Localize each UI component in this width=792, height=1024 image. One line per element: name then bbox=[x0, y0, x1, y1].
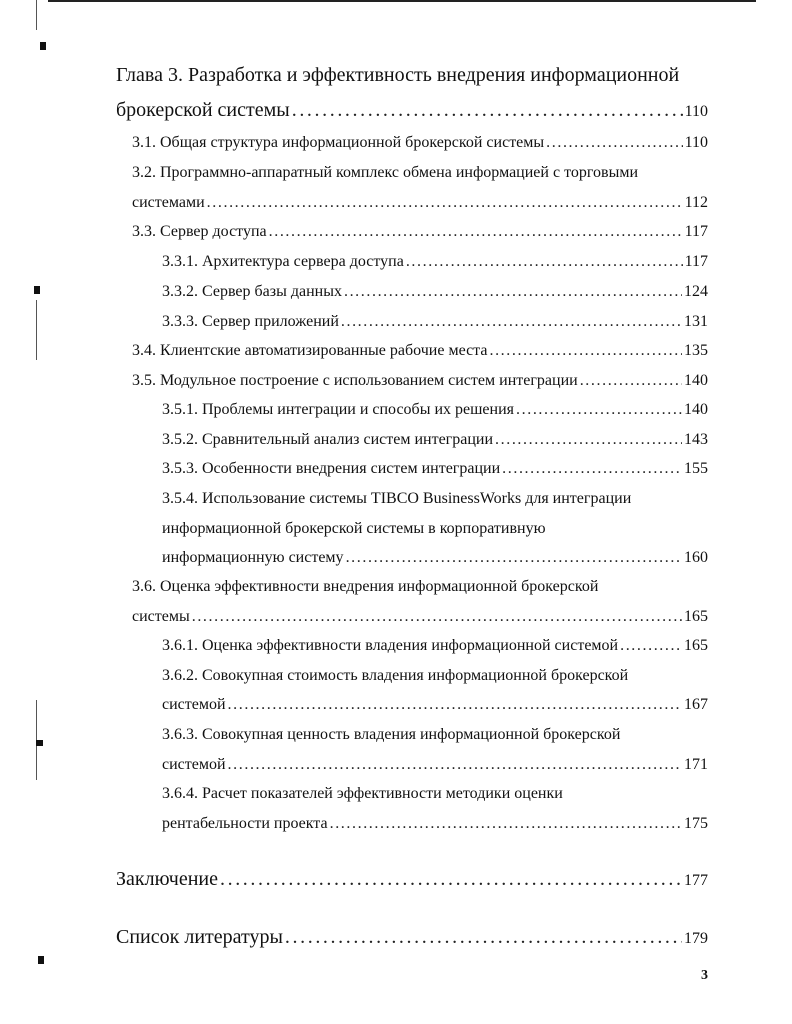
toc-section-3-6-1[interactable]: 3.6.1. Оценка эффективности владения информационной системой . . . 165 bbox=[162, 637, 708, 655]
page-ref: 117 bbox=[684, 223, 708, 240]
page-ref: 131 bbox=[684, 313, 708, 330]
dot-leader bbox=[489, 342, 682, 360]
page-ref: 140 bbox=[684, 372, 708, 389]
dot-leader bbox=[344, 283, 682, 301]
binding-hole-mark bbox=[40, 42, 46, 50]
dot-leader bbox=[269, 223, 683, 241]
dot-leader bbox=[292, 99, 683, 122]
toc-section-3-5-3[interactable]: 3.5.3. Особенности внедрения систем интеграции . . . 155 bbox=[162, 460, 708, 478]
binding-hole-mark bbox=[36, 740, 43, 746]
dot-leader bbox=[580, 372, 682, 390]
dot-leader bbox=[228, 696, 682, 714]
toc-section-3-5-4-line1: 3.5.4. Использование системы TIBCO BusinessWorks для интеграции bbox=[162, 490, 632, 507]
toc-section-3-4[interactable]: 3.4. Клиентские автоматизированные рабочие места . . . 135 bbox=[132, 342, 708, 360]
page-ref: 140 bbox=[684, 401, 708, 418]
scan-left-edge bbox=[36, 300, 37, 360]
toc-chapter-3-line1: Глава 3. Разработка и эффективность внедрения информационной bbox=[116, 64, 680, 86]
toc-section-3-5-4[interactable]: информационную систему . . . 160 bbox=[162, 549, 708, 567]
toc-conclusion[interactable]: Заключение . . . 177 bbox=[116, 868, 708, 891]
dot-leader bbox=[207, 194, 683, 212]
dot-leader bbox=[406, 253, 683, 271]
toc-section-3-5[interactable]: 3.5. Модульное построение с использованием систем интеграции . . . 140 bbox=[132, 372, 708, 390]
toc-chapter-3[interactable]: брокерской системы . . . 110 bbox=[116, 99, 708, 122]
page-ref: 112 bbox=[684, 194, 708, 211]
dot-leader bbox=[330, 815, 682, 833]
toc-references[interactable]: Список литературы . . . 179 bbox=[116, 926, 708, 949]
page-number: 3 bbox=[701, 968, 708, 983]
page-ref: 165 bbox=[684, 637, 708, 654]
toc-section-3-6-2-line1: 3.6.2. Совокупная стоимость владения информационной брокерской bbox=[162, 667, 629, 684]
page-ref: 165 bbox=[684, 608, 708, 625]
page-ref: 179 bbox=[684, 930, 708, 947]
toc-section-3-6-4-line1: 3.6.4. Расчет показателей эффективности методики оценки bbox=[162, 785, 563, 802]
page-ref: 124 bbox=[684, 283, 708, 300]
dot-leader bbox=[516, 401, 682, 419]
toc-section-3-6-3-line1: 3.6.3. Совокупная ценность владения информационной брокерской bbox=[162, 726, 621, 743]
toc-section-3-3-3[interactable]: 3.3.3. Сервер приложений . . . 131 bbox=[162, 313, 708, 331]
binding-hole-mark bbox=[34, 286, 40, 294]
page-ref: 177 bbox=[684, 872, 708, 889]
page-ref: 175 bbox=[684, 815, 708, 832]
dot-leader bbox=[341, 313, 682, 331]
toc-section-3-2[interactable]: системами . . . 112 bbox=[132, 194, 708, 212]
page-ref: 143 bbox=[684, 431, 708, 448]
scan-left-edge bbox=[36, 0, 37, 30]
dot-leader bbox=[502, 460, 682, 478]
scan-top-edge bbox=[48, 0, 756, 2]
dot-leader bbox=[220, 868, 682, 891]
dot-leader bbox=[228, 756, 682, 774]
dot-leader bbox=[620, 637, 682, 655]
toc-section-3-3-2[interactable]: 3.3.2. Сервер базы данных . . . 124 bbox=[162, 283, 708, 301]
dot-leader bbox=[546, 134, 682, 152]
toc-section-3-5-1[interactable]: 3.5.1. Проблемы интеграции и способы их решения . . . 140 bbox=[162, 401, 708, 419]
toc-section-3-6-line1: 3.6. Оценка эффективности внедрения информационной брокерской bbox=[132, 578, 599, 595]
toc-section-3-1[interactable]: 3.1. Общая структура информационной брокерской системы . . . 110 bbox=[132, 134, 708, 152]
page-ref: 110 bbox=[684, 134, 708, 151]
page-ref: 171 bbox=[684, 756, 708, 773]
toc-section-3-6-2[interactable]: системой . . . 167 bbox=[162, 696, 708, 714]
toc-section-3-5-4-line2: информационной брокерской системы в корпоративную bbox=[162, 520, 546, 537]
toc-section-3-3[interactable]: 3.3. Сервер доступа . . . 117 bbox=[132, 223, 708, 241]
toc-section-3-5-2[interactable]: 3.5.2. Сравнительный анализ систем интеграции . . . 143 bbox=[162, 431, 708, 449]
dot-leader bbox=[346, 549, 682, 567]
page-ref: 117 bbox=[684, 253, 708, 270]
page-ref: 167 bbox=[684, 696, 708, 713]
page-ref: 160 bbox=[684, 549, 708, 566]
toc-section-3-3-1[interactable]: 3.3.1. Архитектура сервера доступа . . . 117 bbox=[162, 253, 708, 271]
dot-leader bbox=[192, 608, 682, 626]
toc-section-3-6-3[interactable]: системой . . . 171 bbox=[162, 756, 708, 774]
dot-leader bbox=[285, 926, 682, 949]
page-ref: 135 bbox=[684, 342, 708, 359]
page-ref: 155 bbox=[684, 460, 708, 477]
binding-hole-mark bbox=[38, 956, 44, 964]
toc-section-3-2-line1: 3.2. Программно-аппаратный комплекс обмена информацией с торговыми bbox=[132, 164, 639, 181]
toc-section-3-6[interactable]: системы . . . 165 bbox=[132, 608, 708, 626]
toc-section-3-6-4[interactable]: рентабельности проекта . . . 175 bbox=[162, 815, 708, 833]
dot-leader bbox=[495, 431, 682, 449]
page-ref: 110 bbox=[684, 103, 708, 120]
